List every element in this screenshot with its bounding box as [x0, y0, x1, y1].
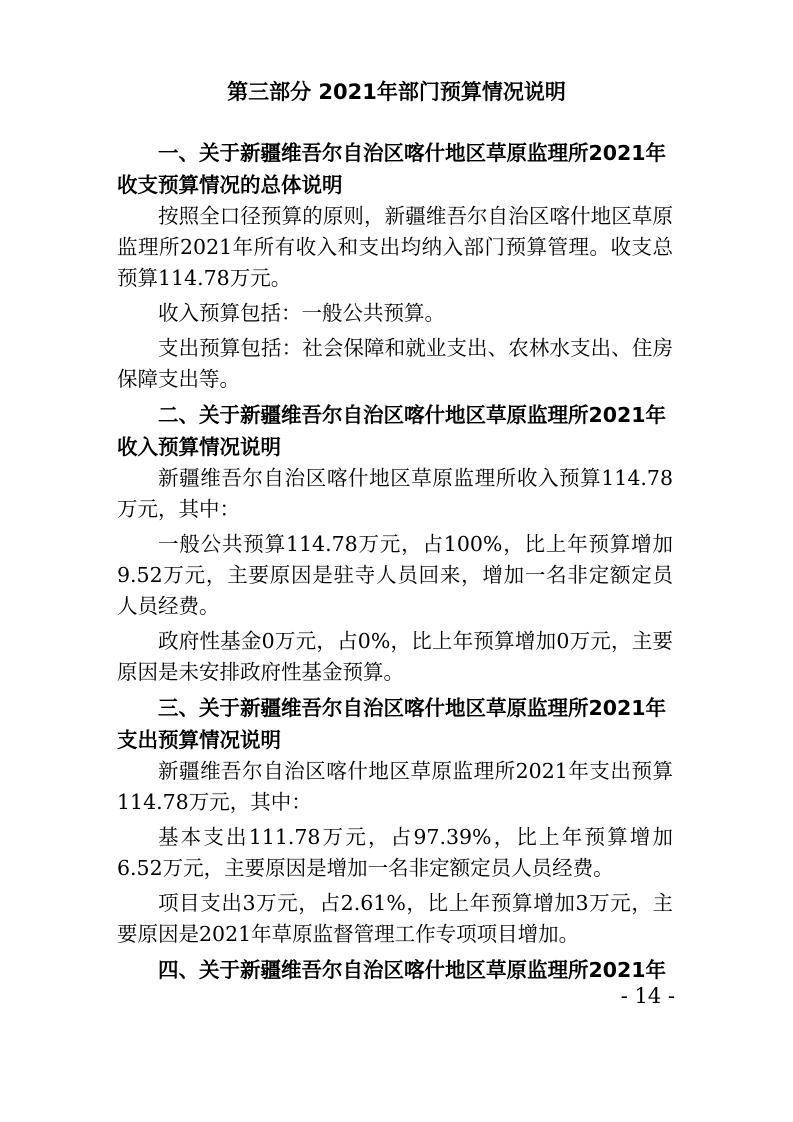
section-1-paragraph-1: 按照全口径预算的原则，新疆维吾尔自治区喀什地区草原监理所2021年所有收入和支出均纳入部门预算管理。收支总预算114.78万元。 [117, 204, 673, 290]
section-heading-3: 三、关于新疆维吾尔自治区喀什地区草原监理所2021年支出预算情况说明 [117, 696, 667, 752]
section-1-paragraph-2: 收入预算包括：一般公共预算。 [158, 301, 445, 325]
section-3-paragraph-3: 项目支出3万元，占2.61%，比上年预算增加3万元，主要原因是2021年草原监督管理工作专项项目增加。 [117, 891, 673, 946]
document-body [117, 137, 673, 986]
page-title: 第三部分 2021年部门预算情况说明 [227, 80, 566, 104]
section-2-paragraph-2: 一般公共预算114.78万元，占100%，比上年预算增加9.52万元，主要原因是驻寺人员回来，增加一名非定额定员人员经费。 [117, 532, 673, 618]
section-2-paragraph-3: 政府性基金0万元，占0%，比上年预算增加0万元，主要原因是未安排政府性基金预算。 [117, 629, 673, 684]
section-1-paragraph-3: 支出预算包括：社会保障和就业支出、农林水支出、住房保障支出等。 [117, 336, 673, 391]
section-2-paragraph-1: 新疆维吾尔自治区喀什地区草原监理所收入预算114.78万元，其中： [117, 466, 673, 521]
section-3-paragraph-1: 新疆维吾尔自治区喀什地区草原监理所2021年支出预算114.78万元，其中： [117, 759, 673, 814]
section-heading-4: 四、关于新疆维吾尔自治区喀什地区草原监理所2021年 [158, 958, 667, 982]
section-heading-2: 二、关于新疆维吾尔自治区喀什地区草原监理所2021年收入预算情况说明 [117, 403, 667, 459]
page-number: - 14 - [620, 984, 675, 1008]
section-3-paragraph-2: 基本支出111.78万元，占97.39%，比上年预算增加6.52万元，主要原因是增加一名非定额定员人员经费。 [117, 825, 673, 880]
section-heading-1: 一、关于新疆维吾尔自治区喀什地区草原监理所2021年收支预算情况的总体说明 [117, 141, 667, 197]
